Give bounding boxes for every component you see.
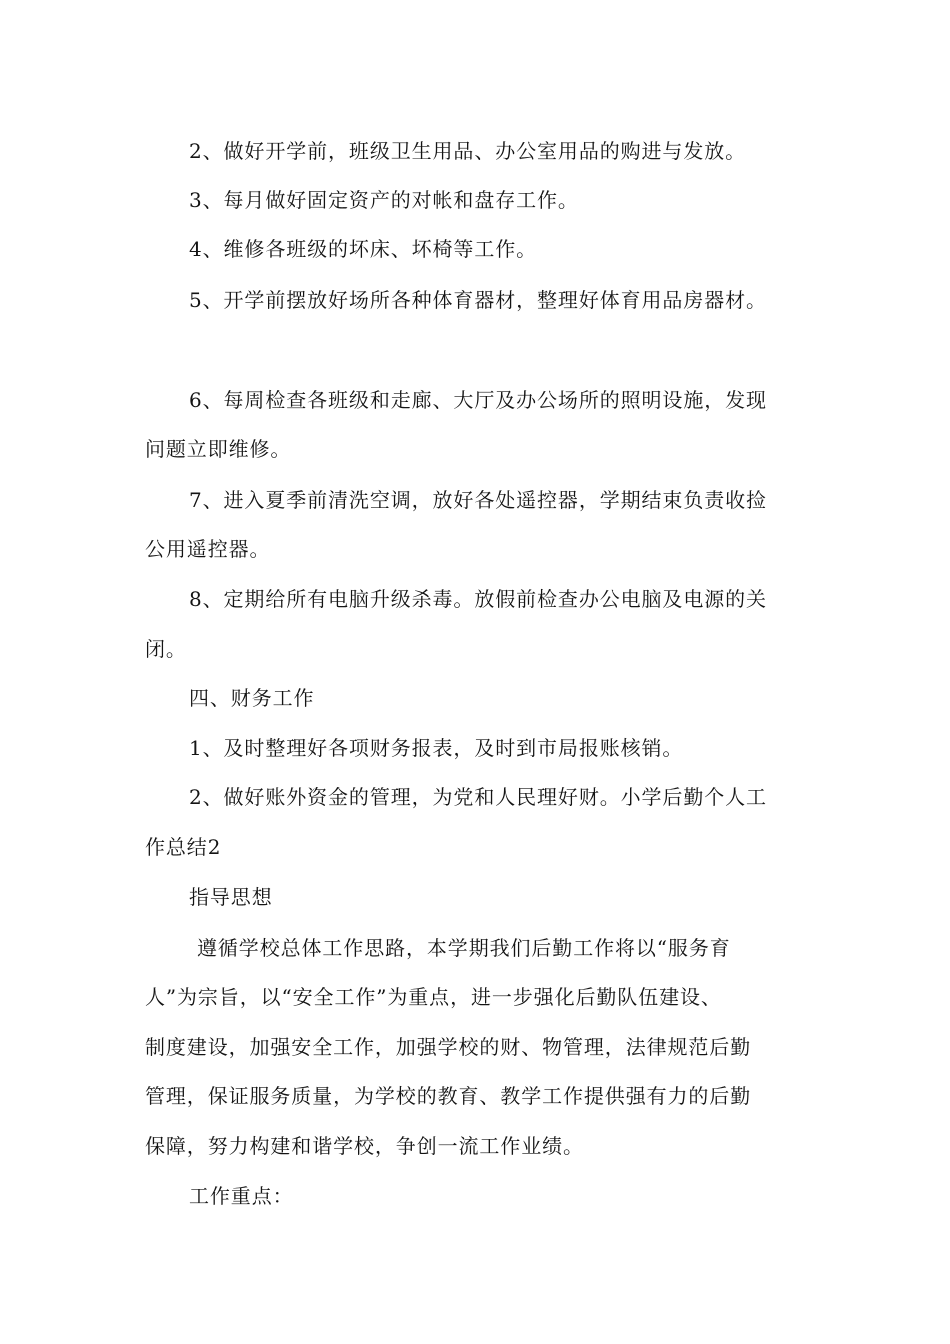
- paragraph-line: 8、定期给所有电脑升级杀毒。放假前检查办公电脑及电源的关: [189, 587, 767, 611]
- paragraph-line: 人”为宗旨，以“安全工作”为重点，进一步强化后勤队伍建设、: [145, 985, 722, 1009]
- paragraph-line: 6、每周检查各班级和走廊、大厅及办公场所的照明设施，发现: [189, 388, 767, 412]
- paragraph-line: 4、维修各班级的坏床、坏椅等工作。: [189, 237, 538, 261]
- paragraph-line: 管理，保证服务质量，为学校的教育、教学工作提供强有力的后勤: [145, 1084, 752, 1108]
- paragraph-line: 保障，努力构建和谐学校，争创一流工作业绩。: [145, 1134, 584, 1158]
- paragraph-line: 问题立即维修。: [145, 437, 292, 461]
- paragraph-line: 作总结2: [145, 835, 222, 859]
- paragraph-line: 1、及时整理好各项财务报表，及时到市局报账核销。: [189, 736, 684, 760]
- paragraph-line: 5、开学前摆放好场所各种体育器材，整理好体育用品房器材。: [189, 288, 767, 312]
- paragraph-line: 公用遥控器。: [145, 537, 271, 561]
- paragraph-line: 2、做好开学前，班级卫生用品、办公室用品的购进与发放。: [189, 139, 747, 163]
- paragraph-line: 制度建设，加强安全工作，加强学校的财、物管理，法律规范后勤: [145, 1035, 752, 1059]
- section-heading: 四、财务工作: [189, 686, 315, 710]
- paragraph-line: 闭。: [145, 637, 187, 661]
- paragraph-line: 遵循学校总体工作思路，本学期我们后勤工作将以“服务育: [197, 936, 731, 960]
- paragraph-line: 2、做好账外资金的管理，为党和人民理好财。小学后勤个人工: [189, 785, 767, 809]
- section-heading: 工作重点：: [189, 1184, 294, 1208]
- paragraph-line: 7、进入夏季前清洗空调，放好各处遥控器，学期结束负责收捡: [189, 488, 767, 512]
- paragraph-line: 3、每月做好固定资产的对帐和盘存工作。: [189, 188, 579, 212]
- section-heading: 指导思想: [189, 885, 273, 909]
